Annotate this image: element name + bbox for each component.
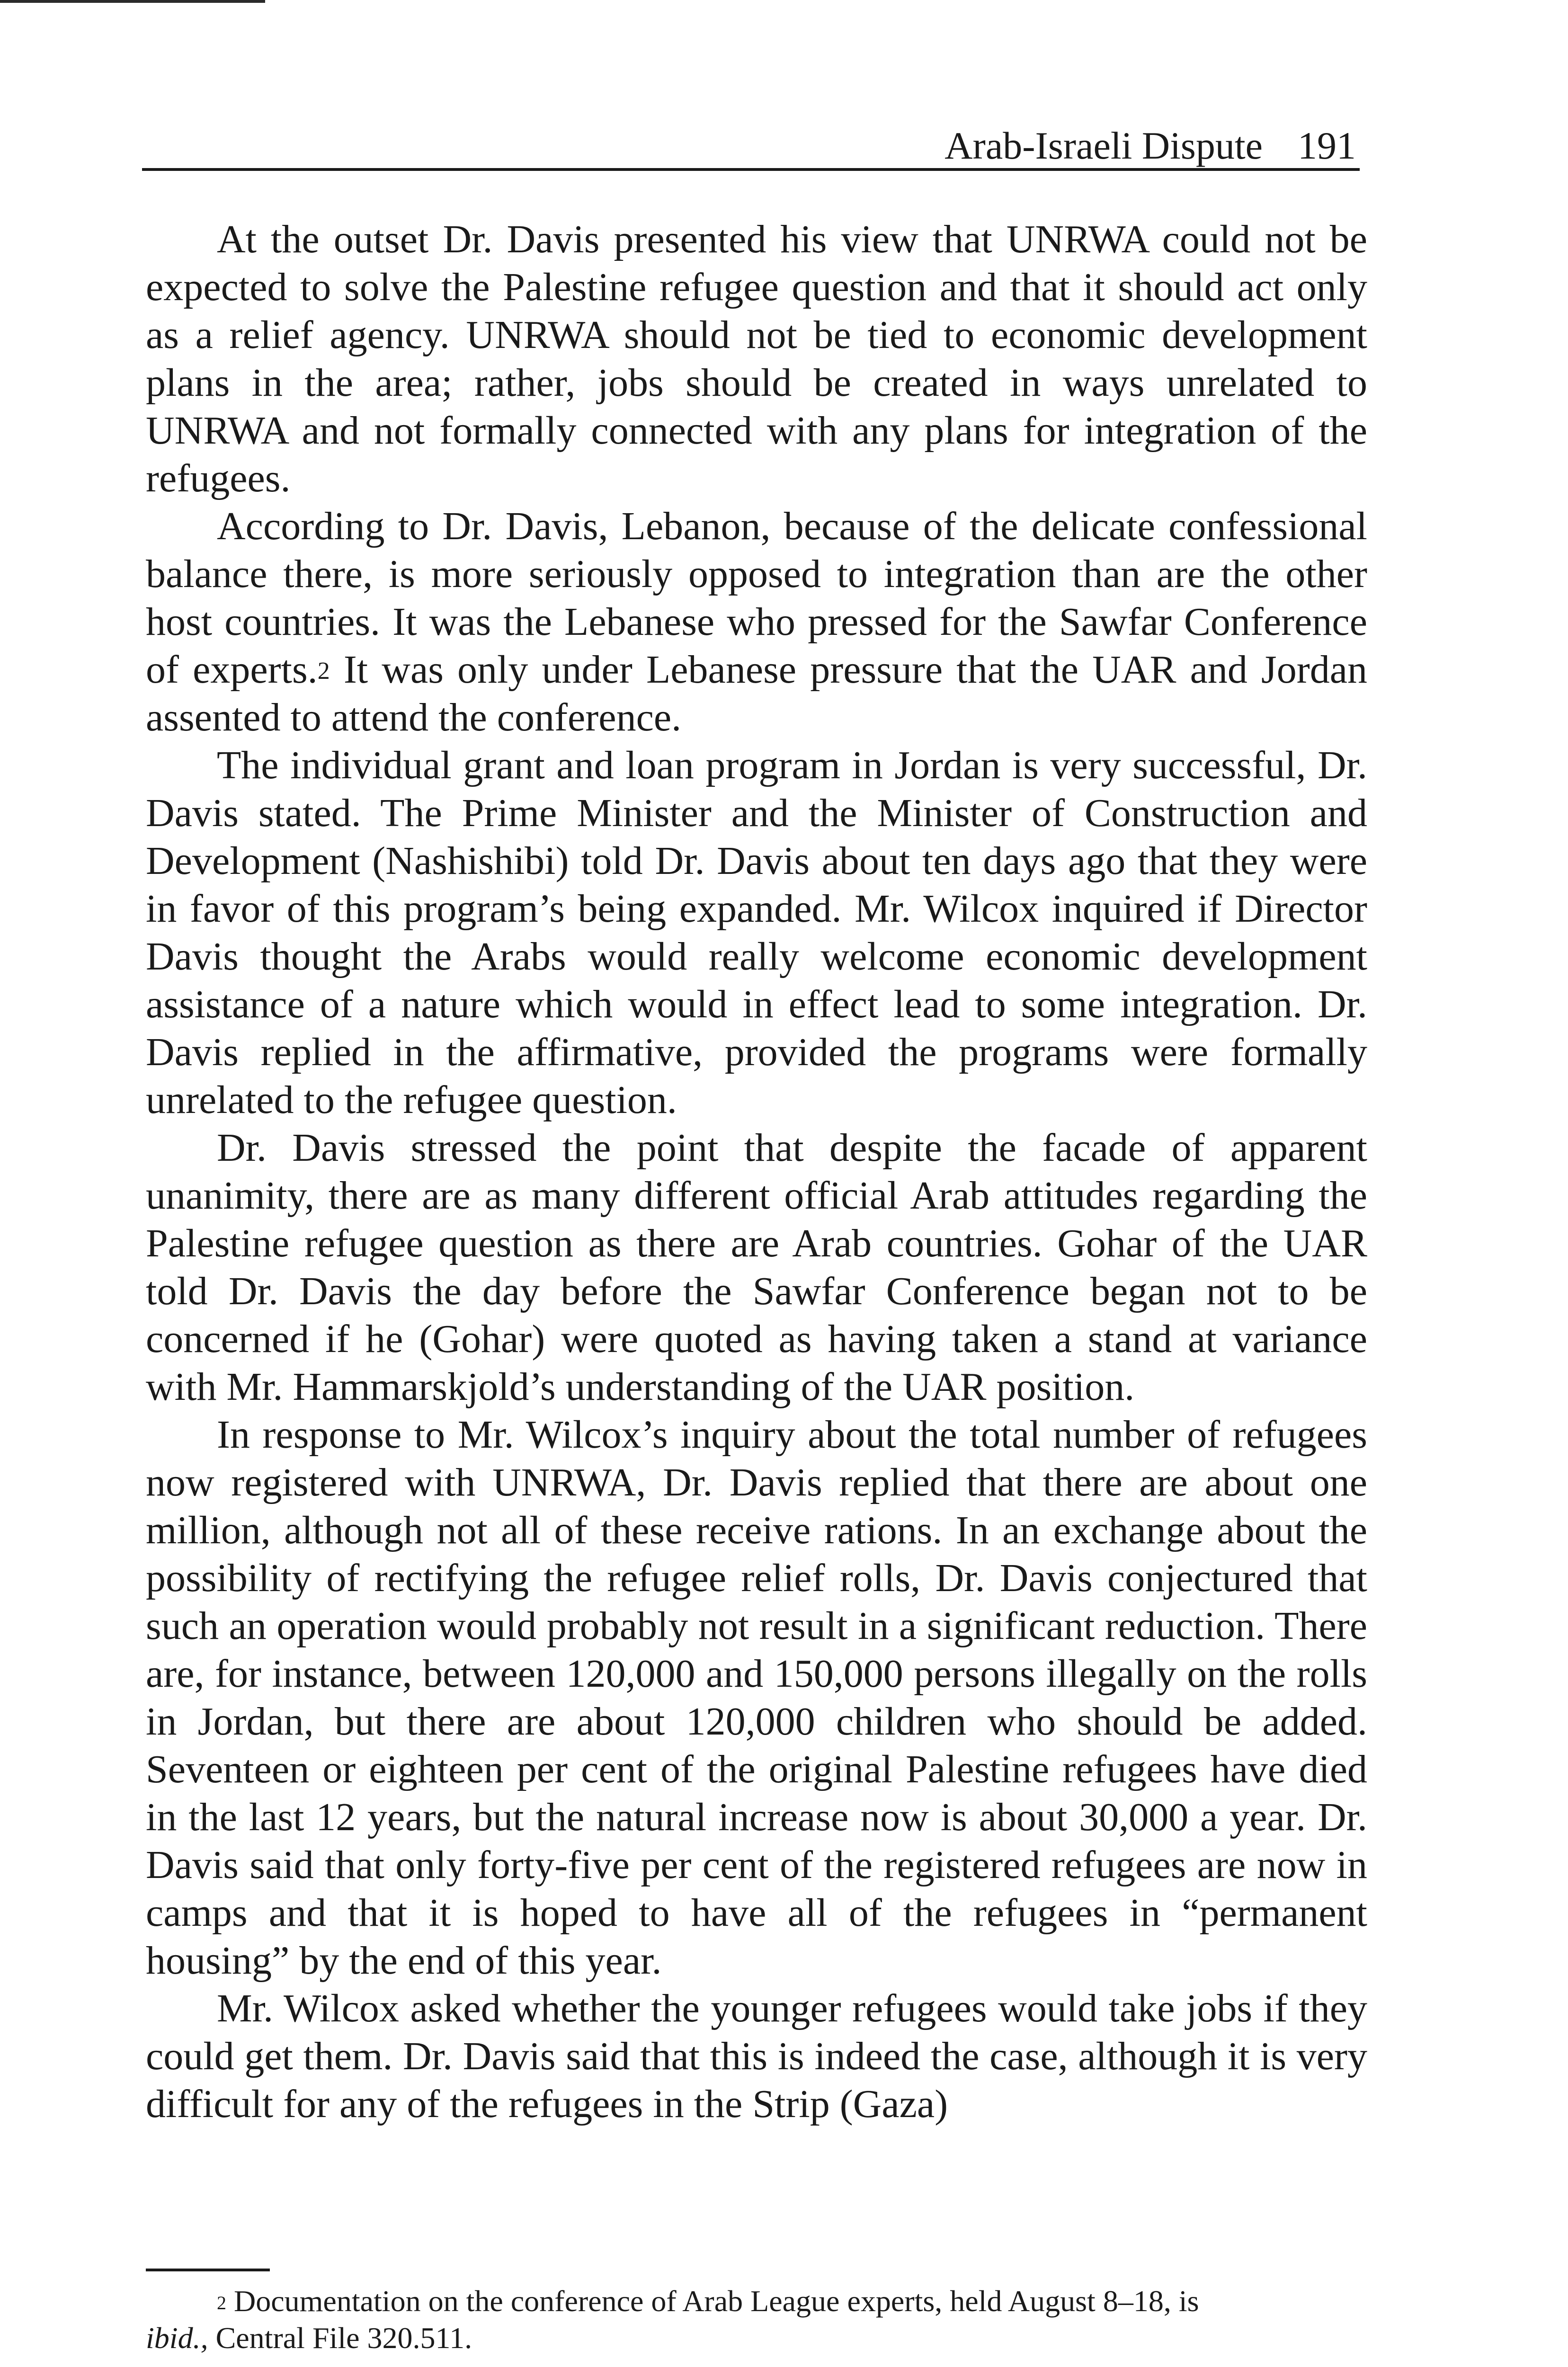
footnote-ibid: ibid., (146, 2321, 208, 2355)
running-head (142, 111, 1360, 171)
body-text (146, 215, 1367, 2128)
footnote-line-2 (146, 2321, 472, 2355)
paragraph-2 (146, 502, 1367, 741)
paragraph-4: Dr. Davis stressed the point that despite the facade of apparent unanimity, there are as many different official Arab attitudes regarding the Palestine refugee question as there are Arab countries. Gohar of the UAR told Dr. Davis the day before the Sawfar Conference began not to be concerned if he (Gohar) were quoted as having taken a stand at variance with Mr. Hammarskjold’s understanding of the UAR position. (146, 1126, 1367, 1409)
footnote (146, 2283, 1367, 2357)
paragraph-2-text: According to Dr. Davis, Lebanon, because of the delicate confessional balance there, is more seriously opposed to integration than are the other host countries. It was the Lebanese who pressed for the Sawfar Conference of experts. (146, 504, 1367, 692)
footnote-text-2: Central File 320.511. (208, 2321, 472, 2355)
scan-edge-line (0, 0, 265, 3)
page-number: 191 (1298, 124, 1356, 167)
paragraph-1: At the outset Dr. Davis presented his view that UNRWA could not be expected to solve the Palestine refugee question and that it should act only as a relief agency. UNRWA should not be tied to economic development plans in the area; rather, jobs should be created in ways unrelated to UNRWA and not formally connected with any plans for integration of the refugees. (146, 217, 1367, 500)
running-title: Arab-Israeli Dispute (944, 124, 1263, 167)
paragraph-2-text-continued: It was only under Lebanese pressure that the UAR and Jordan assented to attend the conference. (146, 648, 1367, 739)
paragraph-5: In response to Mr. Wilcox’s inquiry about the total number of refugees now registered with UNRWA, Dr. Davis replied that there are about one million, although not all of these receive rations. In an exchange about the possibility of rectifying the refugee relief rolls, Dr. Davis conjectured that such an operation would probably not result in a significant reduction. There are, for instance, between 120,000 and 150,000 persons illegally on the rolls in Jordan, but there are about 120,000 children who should be added. Seventeen or eighteen per cent of the original Palestine refugees have died in the last 12 years, but the natural increase now is about 30,000 a year. Dr. Davis said that only forty-five per cent of the registered refugees are now in camps and that it is hoped to have all of the refugees in “permanent housing” by the end of this year. (146, 1413, 1367, 1983)
footnote-line-1 (146, 2283, 1367, 2320)
paragraph-3: The individual grant and loan program in Jordan is very successful, Dr. Davis stated. The Prime Minister and the Minister of Construction and Development (Nashishibi) told Dr. Davis about ten days ago that they were in favor of this program’s being expanded. Mr. Wilcox inquired if Director Davis thought the Arabs would really welcome economic development assistance of a nature which would in effect lead to some integration. Dr. Davis replied in the affirmative, provided the programs were formally unrelated to the refugee question. (146, 743, 1367, 1122)
footnote-rule (146, 2269, 270, 2271)
paragraph-6: Mr. Wilcox asked whether the younger refugees would take jobs if they could get them. Dr. Davis said that this is indeed the case, although it is very difficult for any of the refugees in the Strip (Gaza) (146, 1986, 1367, 2126)
footnote-marker: 2 (217, 2292, 226, 2314)
footnote-reference[interactable]: 2 (317, 658, 330, 685)
footnote-text-1: Documentation on the conference of Arab League experts, held August 8–18, is (234, 2284, 1199, 2318)
